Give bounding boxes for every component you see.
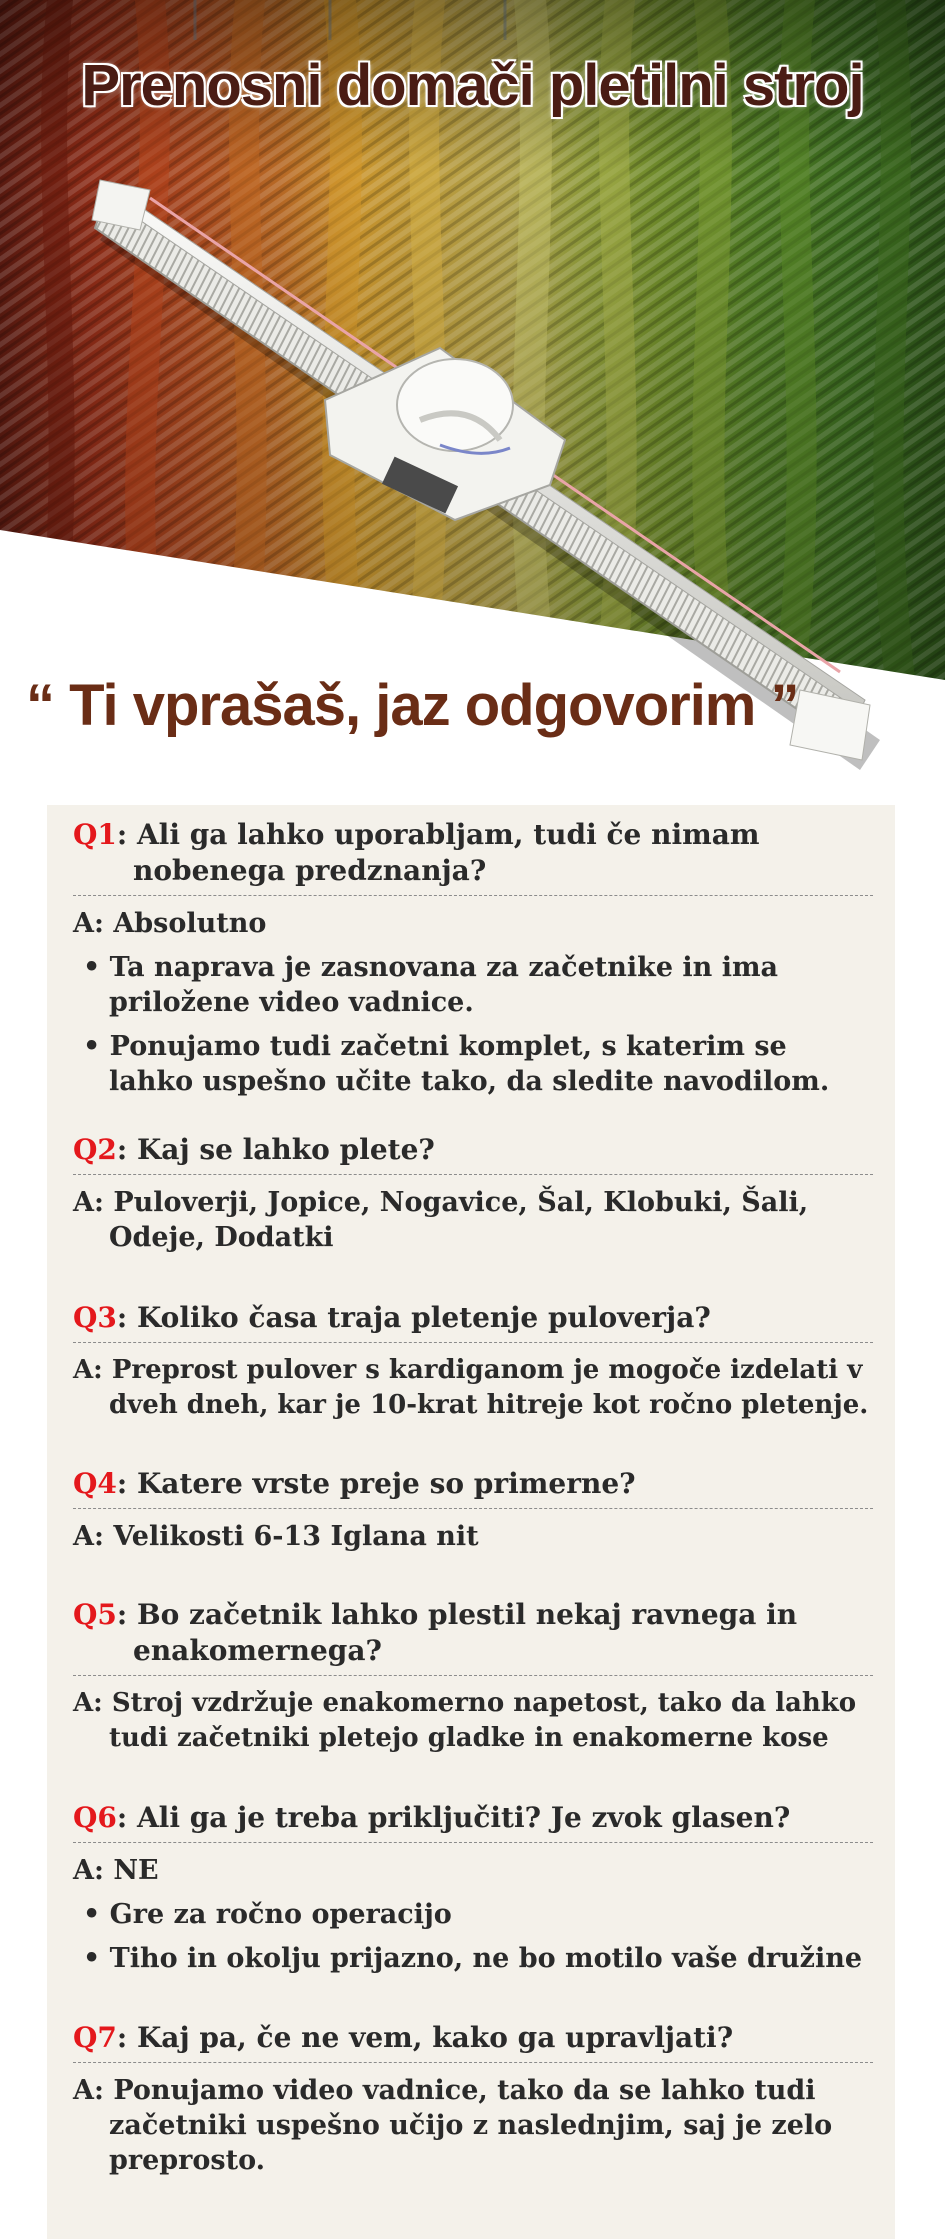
answer-text: A: Puloverji, Jopice, Nogavice, Šal, Klobuki, Šali, Odeje, Dodatki bbox=[73, 1187, 809, 1253]
answer-text: A: Stroj vzdržuje enakomerno napetost, tako da lahko tudi začetniki pletejo gladke in enakomerne kose bbox=[73, 1688, 857, 1753]
question bbox=[73, 1800, 873, 1843]
question-number: Q1 bbox=[73, 818, 117, 851]
faq-card bbox=[47, 805, 895, 2239]
question-text: : Ali ga lahko uporabljam, tudi če nimam nobenega predznanja? bbox=[116, 818, 760, 887]
page-title: Prenosni domači pletilni stroj bbox=[81, 53, 864, 118]
question-text: : Kaj pa, če ne vem, kako ga upravljati? bbox=[116, 2021, 734, 2054]
question bbox=[73, 1300, 873, 1343]
faq-item-q5 bbox=[73, 1597, 873, 1756]
question-text: : Kaj se lahko plete? bbox=[116, 1133, 435, 1166]
answer-bullet: • Tiho in okolju prijazno, ne bo motilo vaše družine bbox=[83, 1943, 863, 1974]
question bbox=[73, 2020, 873, 2063]
faq-item-q4 bbox=[73, 1466, 873, 1554]
question-number: Q4 bbox=[73, 1467, 117, 1500]
question-number: Q3 bbox=[73, 1301, 117, 1334]
question bbox=[73, 1597, 873, 1676]
question-text: : Koliko časa traja pletenje puloverja? bbox=[116, 1301, 711, 1334]
question-text: : Ali ga je treba priključiti? Je zvok glasen? bbox=[116, 1801, 791, 1834]
question-number: Q2 bbox=[73, 1133, 117, 1166]
question-text: : Katere vrste preje so primerne? bbox=[116, 1467, 636, 1500]
question-number: Q7 bbox=[73, 2021, 117, 2054]
question bbox=[73, 1466, 873, 1509]
faq-item-q1 bbox=[73, 817, 873, 1099]
question bbox=[73, 817, 873, 896]
faq-item-q3 bbox=[73, 1300, 873, 1423]
question-text: : Bo začetnik lahko plestil nekaj ravnega in enakomernega? bbox=[116, 1598, 798, 1667]
answer-text: A: NE bbox=[73, 1855, 159, 1886]
answer-text: A: Ponujamo video vadnice, tako da se lahko tudi začetniki uspešno učijo z naslednjim, saj je zelo preprosto. bbox=[73, 2075, 833, 2176]
answer-bullet: • Gre za ročno operacijo bbox=[83, 1899, 452, 1930]
question bbox=[73, 1132, 873, 1175]
answer-text: A: Absolutno bbox=[73, 908, 267, 939]
faq-item-q7 bbox=[73, 2020, 873, 2178]
answer-bullet: • Ponujamo tudi začetni komplet, s katerim se lahko uspešno učite tako, da sledite navodilom. bbox=[83, 1031, 830, 1097]
faq-item-q6 bbox=[73, 1800, 873, 1976]
hero-banner bbox=[0, 0, 945, 790]
answer-text: A: Preprost pulover s kardiganom je mogoče izdelati v dveh dneh, kar je 10-krat hitreje kot ročno pletenje. bbox=[73, 1355, 869, 1420]
answer-bullet: • Ta naprava je zasnovana za začetnike in ima priložene video vadnice. bbox=[83, 952, 779, 1018]
tagline: “ Ti vprašaš, jaz odgovorim ” bbox=[26, 673, 799, 738]
answer-text: A: Velikosti 6-13 Iglana nit bbox=[73, 1521, 479, 1552]
faq-item-q2 bbox=[73, 1132, 873, 1255]
question-number: Q6 bbox=[73, 1801, 117, 1834]
question-number: Q5 bbox=[73, 1598, 117, 1631]
